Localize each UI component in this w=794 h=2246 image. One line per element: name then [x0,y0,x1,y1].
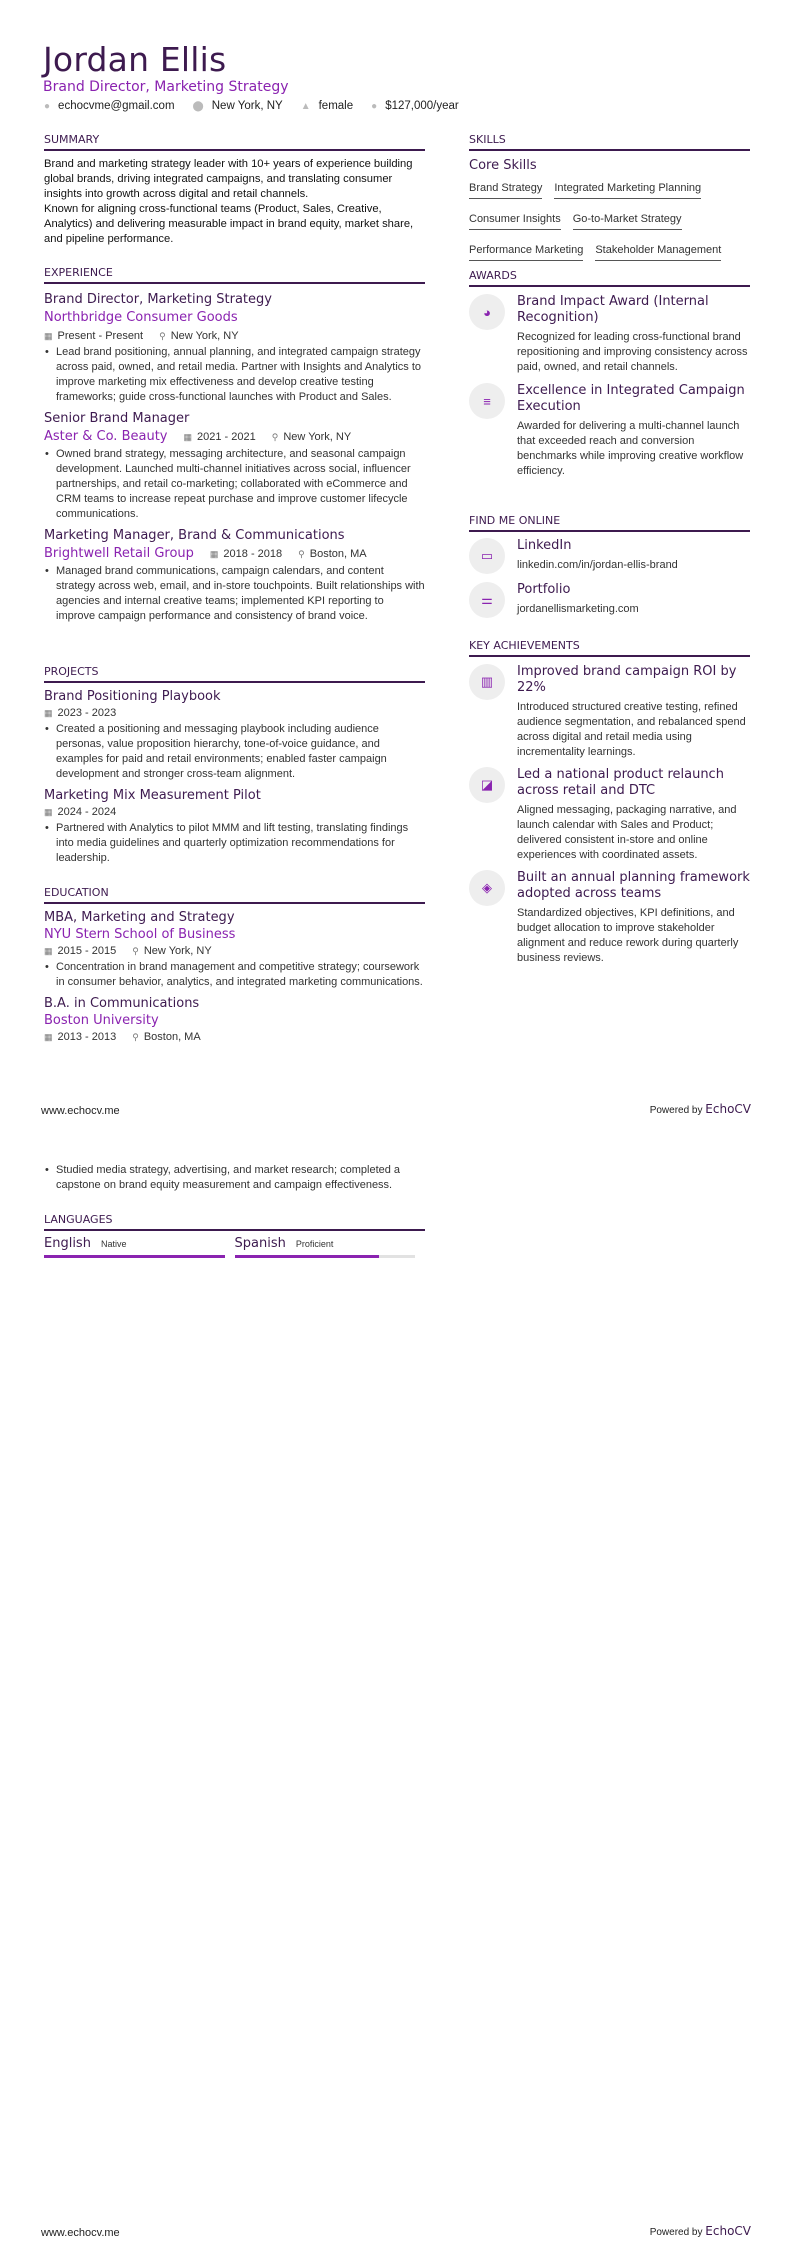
footer-powered [650,1102,751,1116]
job-bullet: • Owned brand strategy, messaging architecture, and seasonal campaign development. Launched multi-channel initiatives across social, influencer partnerships, and retail co-marketing; collaborated with eCommerce and CRM teams to increase repeat purchase and improve customer lifecycle communications. [56,447,425,522]
projects-section [44,665,425,866]
monitor-icon: ▭ [469,538,505,574]
education-section [44,886,425,1043]
experience-item [44,292,425,405]
education-dates: 2015 - 2015 [57,945,117,957]
location-pin-icon: ⚲ [132,946,139,956]
job-bullet: • Lead brand positioning, annual planning, and integrated campaign strategy across paid, owned, and retail media. Partner with Insights and Analytics to improve marketing mix effectiveness and develop creative testing frameworks; guide cross-functional launches with Product and Sales. [56,345,425,405]
online-item[interactable] [469,582,750,618]
project-meta [44,707,425,719]
powered-by-text: Powered by [649,1105,703,1116]
candidate-name: Jordan Ellis [43,40,227,79]
skill-tag: Go-to-Market Strategy [573,213,682,230]
language-name: English [44,1236,91,1251]
award-title: Excellence in Integrated Campaign Execution [517,383,745,414]
contact-row [44,100,459,112]
list-icon: ≡ [469,383,505,419]
project-dates: 2024 - 2024 [57,806,117,818]
language-level: Native [100,1239,127,1249]
awards-section [469,269,750,479]
contact-email[interactable] [44,100,175,112]
awards-heading: AWARDS [469,269,750,287]
experience-item [44,528,425,624]
degree-title: B.A. in Communications [44,996,200,1011]
online-section [469,514,750,618]
calendar-icon: ▦ [183,431,193,442]
job-title: Senior Brand Manager [44,411,190,426]
echocv-logo[interactable]: EchoCV [705,2224,751,2238]
contact-salary [371,100,459,112]
skills-tags [469,178,750,271]
pie-chart-icon: ◕ [469,294,505,330]
contact-location [193,100,283,112]
location-pin-icon: ⚲ [298,548,305,559]
projects-heading: PROJECTS [44,665,425,683]
job-title: Brand Director, Marketing Strategy [44,292,272,307]
job-meta [44,546,425,561]
experience-item [44,411,425,522]
language-name: Spanish [234,1236,286,1251]
achievements-section [469,639,750,966]
school-name: NYU Stern School of Business [44,927,236,942]
location-pin-icon: ⬤ [192,100,204,112]
education-location: New York, NY [143,945,212,957]
award-description: Awarded for delivering a multi-channel launch that exceeded reach and conversion benchmarks while improving creative workflow efficiency. [517,420,744,477]
education-continued [44,1163,425,1193]
online-label: LinkedIn [517,538,572,553]
calendar-icon: ▦ [44,331,53,341]
calendar-icon: ▦ [44,708,53,718]
award-item [469,383,750,479]
cube-icon: ◈ [469,870,505,906]
education-bullet: • Studied media strategy, advertising, and market research; completed a capstone on brand equity measurement and campaign effectiveness. [56,1163,425,1193]
location-pin-icon: ⚲ [132,1032,139,1042]
job-location: New York, NY [283,430,352,443]
summary-paragraph-1: Brand and marketing strategy leader with 10+ years of experience building global brands, driving integrated campaigns, and translating consumer insights into growth across digital and retail channels. [44,158,413,200]
skill-tag: Stakeholder Management [595,244,721,261]
calendar-icon: ▦ [44,946,53,956]
project-item [44,788,425,866]
footer-site-link[interactable]: www.echocv.me [41,2227,120,2239]
gender-text: female [318,100,354,112]
location-pin-icon: ⚲ [159,331,166,341]
summary-heading: SUMMARY [44,133,425,151]
education-location: Boston, MA [143,1031,201,1043]
footer-powered [650,2224,751,2238]
building-icon: ▥ [469,664,505,700]
online-item[interactable] [469,538,750,574]
online-link[interactable]: jordanellismarketing.com [517,603,639,615]
achievement-item [469,664,750,760]
salary-icon: ● [371,100,378,112]
footer-site-link[interactable]: www.echocv.me [41,1105,120,1117]
job-title: Marketing Manager, Brand & Communications [44,528,345,543]
achievement-description: Standardized objectives, KPI definitions, and budget allocation to improve stakeholder alignment and reduce rework during quarterly business reviews. [517,907,739,964]
project-meta [44,806,425,818]
language-item [44,1236,225,1258]
skill-tag: Integrated Marketing Planning [554,182,701,199]
skill-tag: Brand Strategy [469,182,542,199]
project-title: Marketing Mix Measurement Pilot [44,788,261,803]
job-bullet: • Managed brand communications, campaign calendars, and content strategy across web, email, and in-store touchpoints. Built relationships with agencies and internal creative teams; implemented KPI reporting to improve campaign performance and consistency of brand voice. [56,564,425,624]
job-company: Northbridge Consumer Goods [44,310,238,325]
achievement-title: Built an annual planning framework adopted across teams [517,870,750,901]
calendar-icon: ▦ [44,1032,53,1042]
job-dates: 2018 - 2018 [223,547,283,560]
education-item [44,996,425,1043]
email-text: echocvme@gmail.com [58,100,175,112]
location-pin-icon: ⚲ [271,431,279,442]
award-title: Brand Impact Award (Internal Recognition) [517,294,709,325]
job-meta [44,330,425,342]
language-item [235,1236,416,1258]
award-description: Recognized for leading cross-functional brand repositioning and improving consistency across paid, owned, and retail channels. [517,331,748,373]
job-location: Boston, MA [309,547,367,560]
candidate-title: Brand Director, Marketing Strategy [43,79,289,95]
summary-paragraph-2: Known for aligning cross-functional teams (Product, Sales, Creative, Analytics) and delivering measurable impact in brand equity, market share, and pipeline performance. [44,203,414,245]
skills-section [469,133,750,271]
email-icon: ● [44,100,51,112]
languages-heading: LANGUAGES [44,1213,425,1231]
achievement-title: Improved brand campaign ROI by 22% [517,664,737,695]
skill-tag: Performance Marketing [469,244,583,261]
education-bullet: • Concentration in brand management and competitive strategy; coursework in consumer behavior, analytics, and integrated marketing communications. [56,960,425,990]
calendar-icon: ▦ [44,807,53,817]
language-level: Proficient [295,1239,334,1249]
online-label: Portfolio [517,582,571,597]
school-name: Boston University [44,1013,159,1028]
languages-section [44,1213,425,1258]
job-dates: Present - Present [57,330,144,342]
languages-list [44,1236,425,1258]
skill-tag: Consumer Insights [469,213,561,230]
echocv-logo[interactable]: EchoCV [705,1102,751,1116]
language-level-fill [44,1255,225,1258]
project-bullet: • Created a positioning and messaging playbook including audience personas, value proposition hierarchy, tone-of-voice guidance, and examples for paid and retail environments; enabled faster campaign development and stronger cross-team alignment. [56,722,425,782]
award-item [469,294,750,375]
achievement-description: Aligned messaging, packaging narrative, and launch calendar with Sales and Product; delivered consistent in-store and online experiences with coordinated assets. [517,804,737,861]
achievement-title: Led a national product relaunch across retail and DTC [517,767,724,798]
summary-section [44,133,425,247]
project-dates: 2023 - 2023 [57,707,117,719]
education-meta [44,1031,425,1043]
language-level-bar [44,1255,225,1258]
education-item [44,910,425,990]
skills-group-title: Core Skills [469,158,537,173]
language-level-fill [235,1255,379,1258]
degree-title: MBA, Marketing and Strategy [44,910,235,925]
job-dates: 2021 - 2021 [197,430,256,443]
achievement-item [469,767,750,863]
project-bullet: • Partnered with Analytics to pilot MMM and lift testing, translating findings into media guidelines and quarterly optimization recommendations for leadership. [56,821,425,866]
job-company: Brightwell Retail Group [44,546,194,561]
location-text: New York, NY [211,100,283,112]
education-heading: EDUCATION [44,886,425,904]
language-level-bar [235,1255,416,1258]
sliders-icon: ⚌ [469,582,505,618]
calendar-icon: ▦ [209,548,219,559]
online-heading: FIND ME ONLINE [469,514,750,532]
achievements-heading: KEY ACHIEVEMENTS [469,639,750,657]
chart-icon: ◪ [469,767,505,803]
skills-heading: SKILLS [469,133,750,151]
experience-section [44,266,425,624]
job-company: Aster & Co. Beauty [44,429,168,444]
education-dates: 2013 - 2013 [57,1031,117,1043]
salary-text: $127,000/year [385,100,459,112]
experience-heading: EXPERIENCE [44,266,425,284]
job-meta [44,429,425,444]
person-icon: ▲ [300,100,311,112]
education-meta [44,945,425,957]
online-link[interactable]: linkedin.com/in/jordan-ellis-brand [517,559,678,571]
project-title: Brand Positioning Playbook [44,689,221,704]
achievement-item [469,870,750,966]
contact-gender [301,100,353,112]
achievement-description: Introduced structured creative testing, refined audience segmentation, and rebalanced spend across digital and retail media using incrementality learnings. [517,701,746,758]
powered-by-text: Powered by [649,2227,703,2238]
project-item [44,689,425,782]
job-location: New York, NY [170,330,239,342]
